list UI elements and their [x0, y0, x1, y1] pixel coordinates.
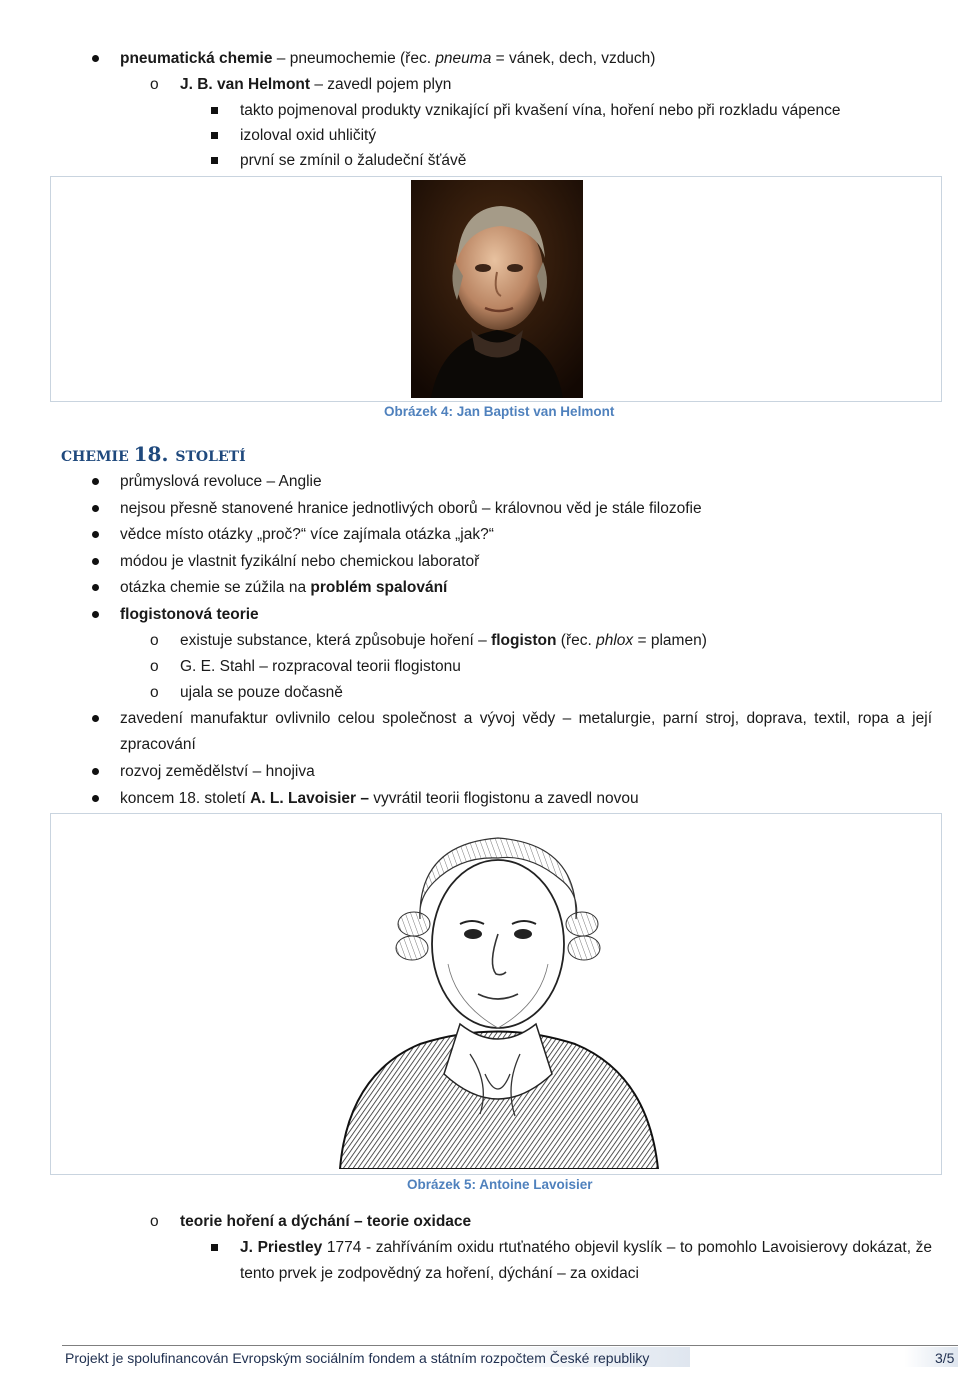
- portrait-helmont-image: [411, 180, 583, 398]
- list-item: nejsou přesně stanovené hranice jednotlivých oborů – královnou věd je stále filozofie: [120, 500, 702, 517]
- section-heading: CHEMIE 18. STOLETÍ: [61, 442, 246, 466]
- square-bullet-icon: [211, 1244, 218, 1251]
- bullet-icon: [92, 505, 99, 512]
- bullet-icon: [92, 55, 99, 62]
- list-item: módou je vlastnit fyzikální nebo chemickou laboratoř: [120, 553, 480, 570]
- list-item: takto pojmenoval produkty vznikající při kvašení vína, hoření nebo při rozkladu vápence: [240, 102, 841, 119]
- square-bullet-icon: [211, 132, 218, 139]
- list-item: flogistonová teorie: [120, 606, 259, 623]
- footer-text: Projekt je spolufinancován Evropským sociálním fondem a státním rozpočtem České republiky: [65, 1350, 650, 1366]
- circle-bullet-icon: o: [150, 632, 159, 649]
- square-bullet-icon: [211, 157, 218, 164]
- figure-caption: Obrázek 5: Antoine Lavoisier: [407, 1177, 593, 1192]
- list-item: J. Priestley 1774 - zahříváním oxidu rtuťnatého objevil kyslík – to pomohlo Lavoisierovy dokázat, že tento prvek je zodpovědný za hoření, dýchání – za oxidaci: [240, 1239, 933, 1282]
- list-item: ujala se pouze dočasně: [180, 684, 343, 701]
- bullet-icon: [92, 715, 99, 722]
- bullet-icon: [92, 795, 99, 802]
- list-item: průmyslová revoluce – Anglie: [120, 473, 322, 490]
- list-item: teorie hoření a dýchání – teorie oxidace: [180, 1213, 472, 1230]
- list-item: existuje substance, která způsobuje hoření – flogiston (řec. phlox = plamen): [180, 632, 707, 649]
- list-item: první se zmínil o žaludeční šťávě: [240, 152, 467, 169]
- circle-bullet-icon: o: [150, 76, 159, 93]
- list-item: izoloval oxid uhličitý: [240, 127, 377, 144]
- bullet-icon: [92, 478, 99, 485]
- circle-bullet-icon: o: [150, 658, 159, 675]
- list-item: koncem 18. století A. L. Lavoisier – vyvrátil teorii flogistonu a zavedl novou: [120, 790, 639, 807]
- list-item: zavedení manufaktur ovlivnilo celou společnost a vývoj vědy – metalurgie, parní stroj, doprava, textil, ropa a její zpracování: [120, 710, 932, 753]
- list-item: pneumatická chemie – pneumochemie (řec. pneuma = vánek, dech, vzduch): [120, 50, 656, 67]
- list-item: vědce místo otázky „proč?“ více zajímala otázka „jak?“: [120, 526, 494, 543]
- bullet-icon: [92, 768, 99, 775]
- portrait-lavoisier-image: [330, 824, 665, 1169]
- circle-bullet-icon: o: [150, 1213, 159, 1230]
- bullet-icon: [92, 611, 99, 618]
- bullet-icon: [92, 584, 99, 591]
- square-bullet-icon: [211, 107, 218, 114]
- list-item: J. B. van Helmont – zavedl pojem plyn: [180, 76, 452, 93]
- page-number: 3/5: [935, 1350, 955, 1366]
- list-item: G. E. Stahl – rozpracoval teorii flogistonu: [180, 658, 461, 675]
- list-item: rozvoj zemědělství – hnojiva: [120, 763, 315, 780]
- list-item: otázka chemie se zúžila na problém spalování: [120, 579, 448, 596]
- bullet-icon: [92, 558, 99, 565]
- circle-bullet-icon: o: [150, 684, 159, 701]
- bullet-icon: [92, 531, 99, 538]
- figure-caption: Obrázek 4: Jan Baptist van Helmont: [384, 404, 615, 419]
- footer-band: [690, 1347, 958, 1367]
